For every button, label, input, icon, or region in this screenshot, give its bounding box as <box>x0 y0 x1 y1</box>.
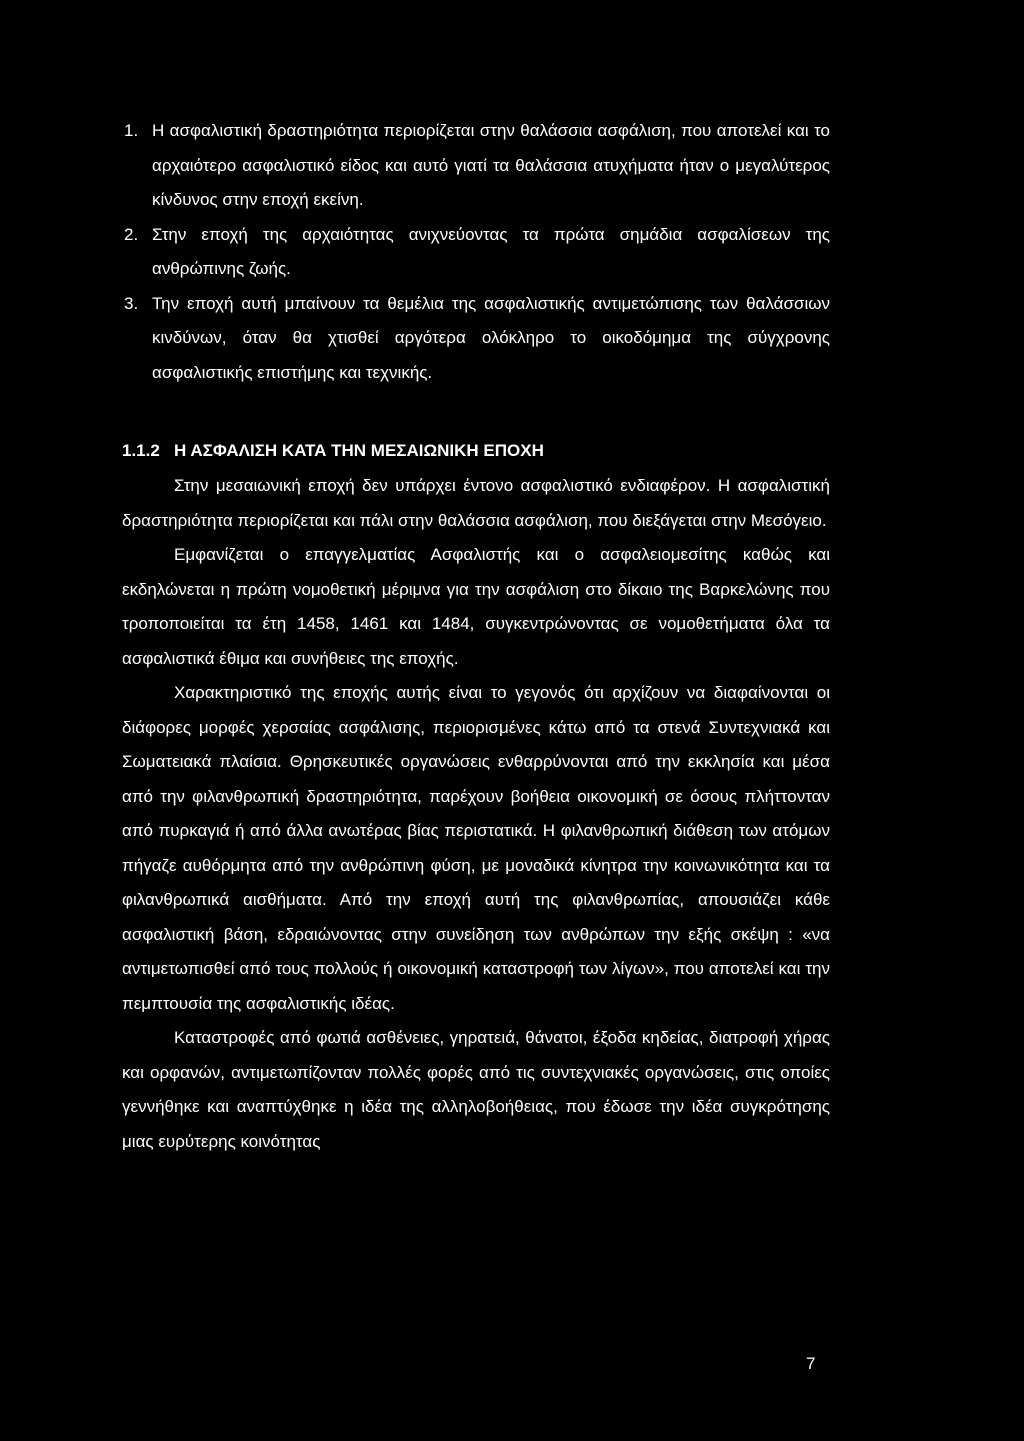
list-item <box>122 218 830 287</box>
heading-line <box>122 434 830 468</box>
list-item-number: 2. <box>124 224 139 244</box>
list-item-text: Την εποχή αυτή μπαίνουν τα θεμέλια της ασφαλιστικής αντιμετώπισης των θαλάσσιων κινδύνων, όταν θα χτισθεί αργότερα ολόκληρο το οικοδόμημα της σύγχρονης ασφαλιστικής επιστήμης και τεχνικής. <box>152 293 830 382</box>
section-title: Η ΑΣΦΑΛΙΣΗ ΚΑΤΑ ΤΗΝ ΜΕΣΑΙΩΝΙΚΗ ΕΠΟΧΗ <box>174 441 544 460</box>
list-item-text: Η ασφαλιστική δραστηριότητα περιορίζεται στην θαλάσσια ασφάλιση, που αποτελεί και το αρχαιότερο ασφαλιστικό είδος και αυτό γιατί τα θαλάσσια ατυχήματα ήταν ο μεγαλύτερος κίνδυνος στην εποχή εκείνη. <box>152 121 830 209</box>
list-item <box>122 287 830 391</box>
paragraph: Εμφανίζεται ο επαγγελματίας Ασφαλιστής και ο ασφαλειομεσίτης καθώς και εκδηλώνεται η πρώτη νομοθετική μέριμνα για την ασφάλιση στο δίκαιο της Βαρκελώνης που τροποποιείται τα έτη 1458, 1461 και 1484, συγκεντρώνοντας σε νομοθετήματα όλα τα ασφαλιστικά έθιμα και συνήθειες της εποχής. <box>122 545 830 668</box>
list-item-number: 3. <box>124 293 139 313</box>
section-number: 1.1.2 <box>122 441 160 460</box>
paragraph: Χαρακτηριστικό της εποχής αυτής είναι το γεγονός ότι αρχίζουν να διαφαίνονται οι διάφορες μορφές χερσαίας ασφάλισης, περιορισμένες κάτω από τα στενά Συντεχνιακά και Σωματειακά πλαίσια. Θρησκευτικές οργανώσεις ενθαρρύνονται από την εκκλησία και μέσα από την φιλανθρωπική δραστηριότητα, παρέχουν βοήθεια οικονομική σε όσους πλήττονταν από πυρκαγιά ή από άλλα ανωτέρας βίας περιστατικά. Η φιλανθρωπική διάθεση των ατόμων πήγαζε αυθόρμητα από την ανθρώπινη φύση, με μοναδικά κίνητρα την κοινωνικότητα και τα φιλανθρωπικά αισθήματα. Από την εποχή αυτή της φιλανθρωπίας, απουσιάζει κάθε ασφαλιστική βάση, εδραιώνοντας στην συνείδηση των ανθρώπων την εξής σκέψη : «να αντιμετωπισθεί από τους πολλούς ή οικονομική καταστροφή των λίγων», που αποτελεί και την πεμπτουσία της ασφαλιστικής ιδέας. <box>122 683 830 1013</box>
list-item-text: Στην εποχή της αρχαιότητας ανιχνεύοντας τα πρώτα σημάδια ασφαλίσεων της ανθρώπινης ζωής. <box>152 224 830 278</box>
paragraph: Καταστροφές από φωτιά ασθένειες, γηρατειά, θάνατοι, έξοδα κηδείας, διατροφή χήρας και ορφανών, αντιμετωπίζονταν πολλές φορές από τις συντεχνιακές οργανώσεις, στις οποίες γεννήθηκε και αναπτύχθηκε η ιδέα της αλληλοβοήθειας, που έδωσε την ιδέα συγκρότησης μιας ευρύτερης κοινότητας <box>122 1028 830 1151</box>
section-heading <box>122 434 830 468</box>
list-item-number: 1. <box>124 121 139 140</box>
body-text <box>122 469 830 1159</box>
list-item <box>122 114 830 218</box>
numbered-list <box>122 114 830 390</box>
paragraph: Στην μεσαιωνική εποχή δεν υπάρχει έντονο ασφαλιστικό ενδιαφέρον. Η ασφαλιστική δραστηριότητα περιορίζεται και πάλι στην θαλάσσια ασφάλιση, που διεξάγεται στην Μεσόγειο. <box>122 476 830 530</box>
page-number: 7 <box>806 1354 816 1373</box>
